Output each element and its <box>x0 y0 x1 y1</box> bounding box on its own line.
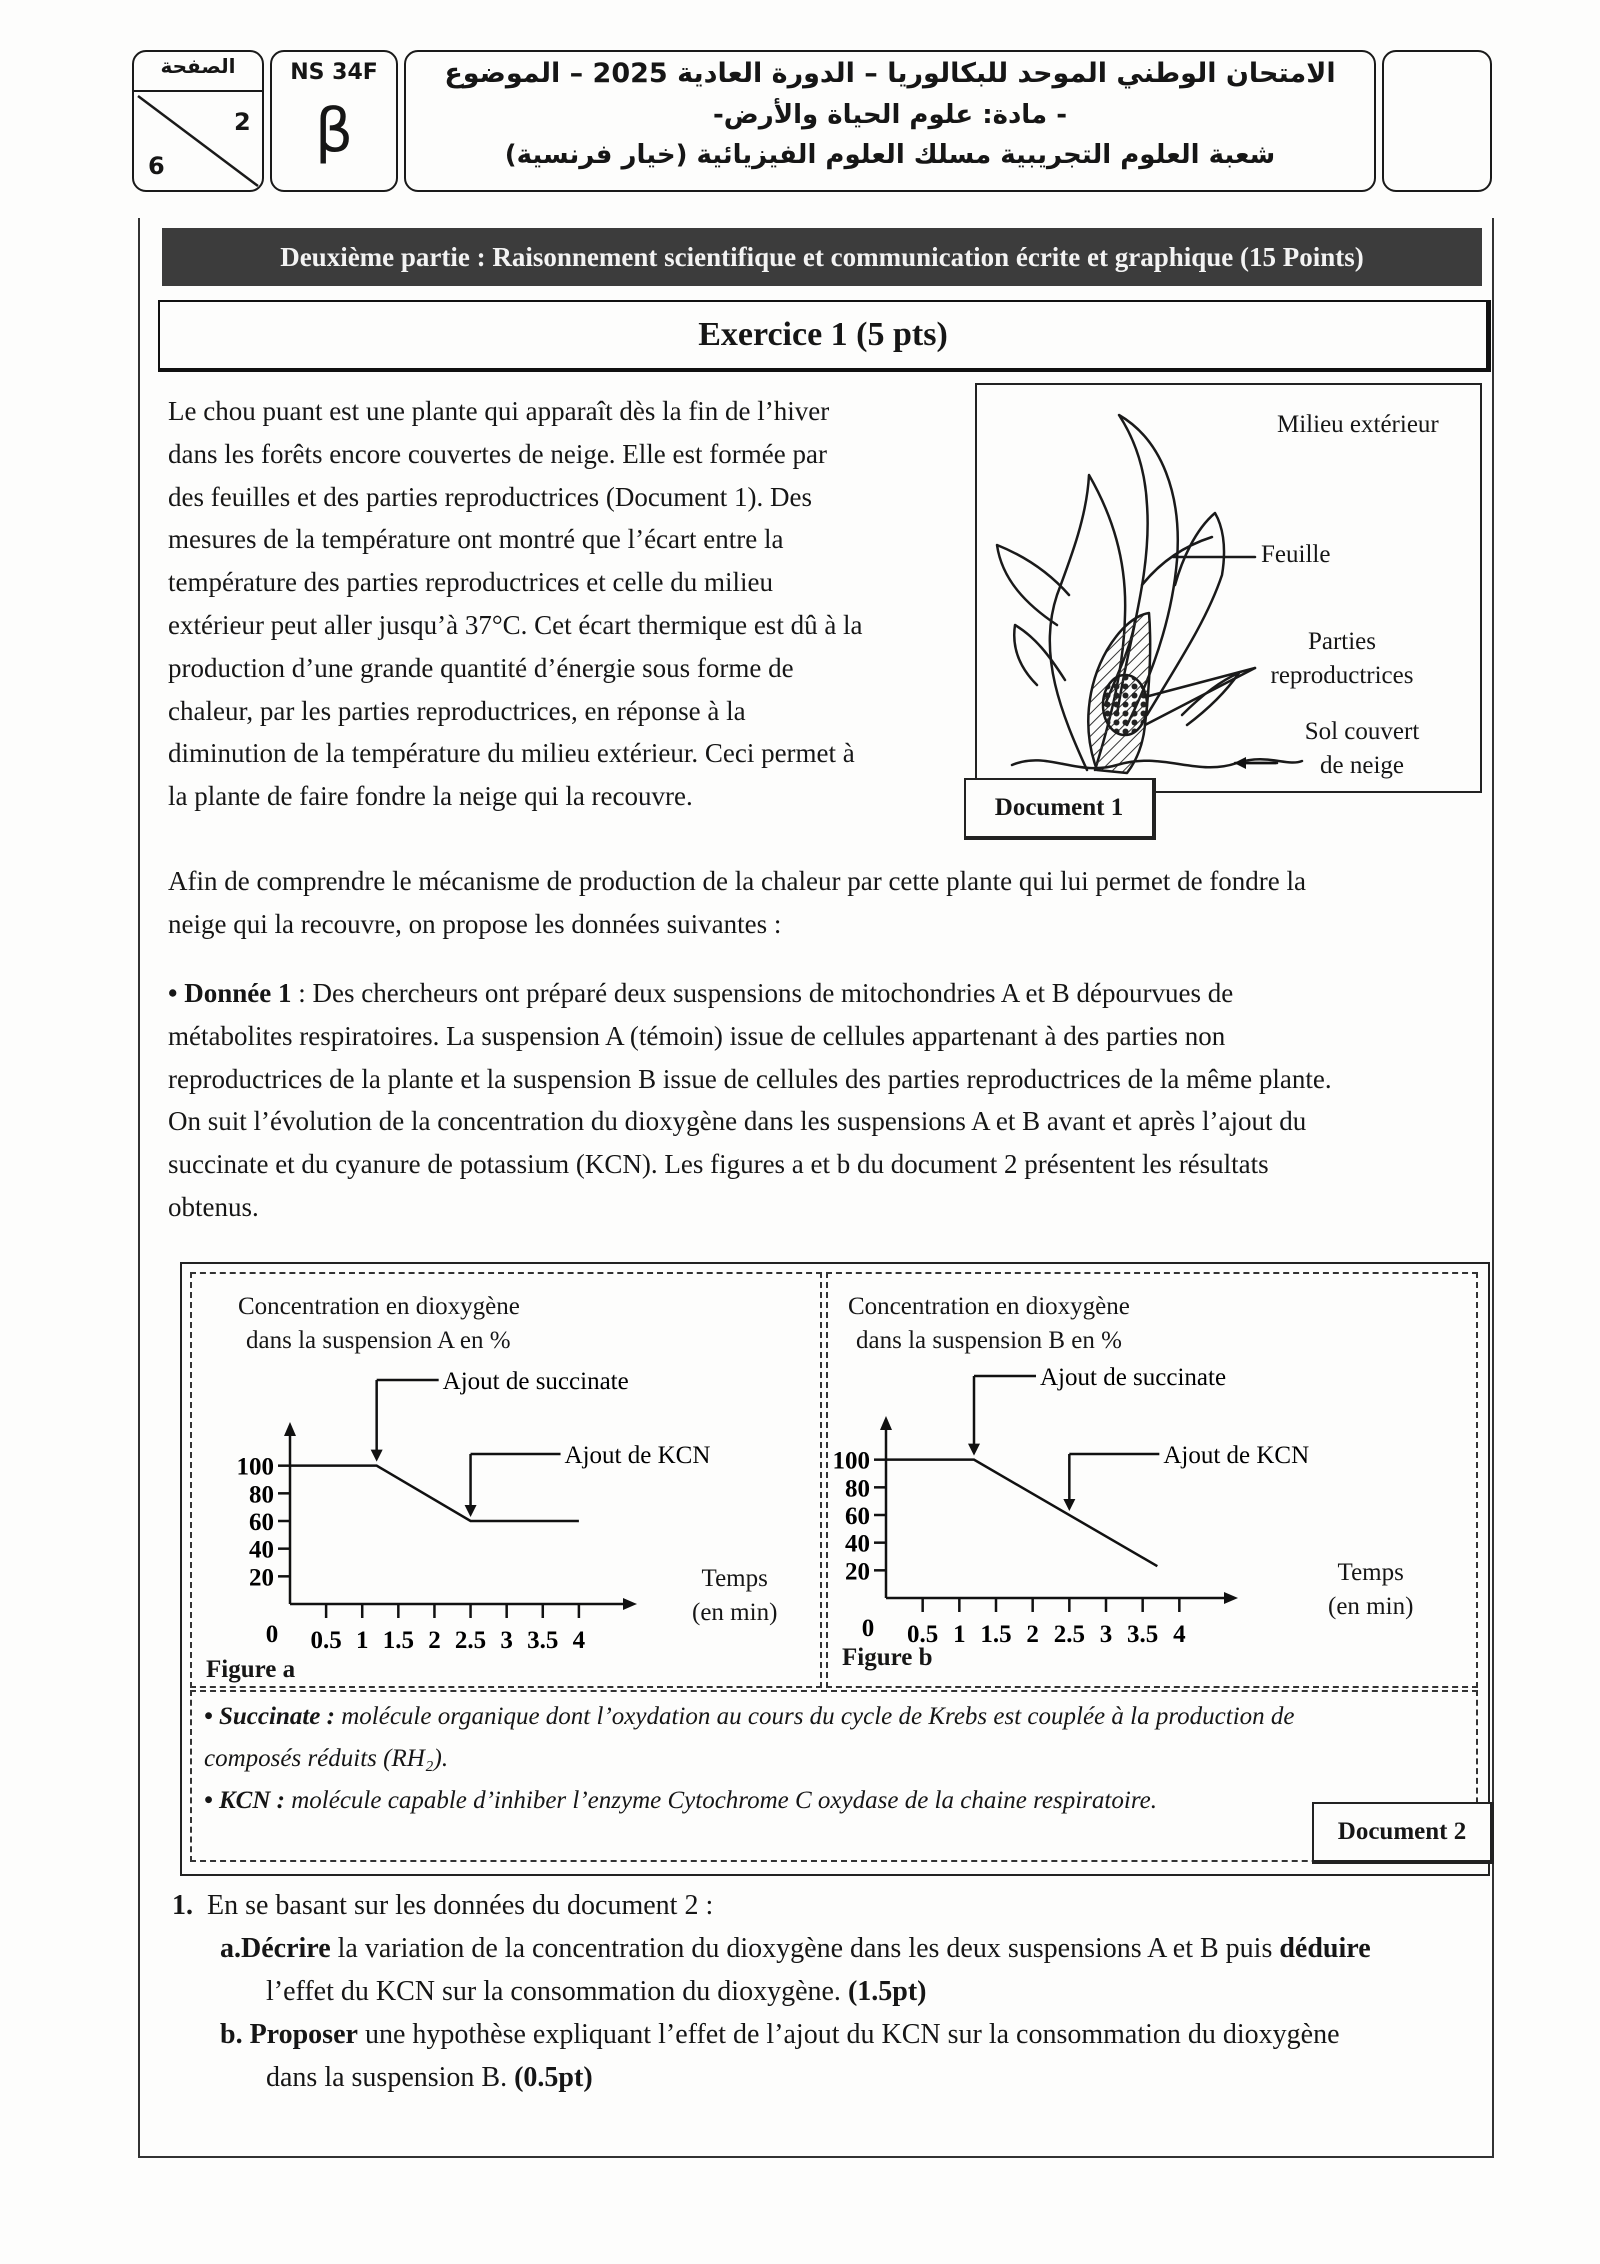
qb-line2 <box>172 2056 1472 2099</box>
intro-line: des feuilles et des parties reproductrices (Document 1). Des <box>168 481 813 512</box>
section-banner: Deuxième partie : Raisonnement scientifique et communication écrite et graphique (15 Points) <box>162 228 1482 286</box>
x-tick-label: 4 <box>572 1627 586 1654</box>
donnee-colon: : <box>291 978 306 1008</box>
q1-number: 1. <box>172 1890 193 1921</box>
exam-code-box <box>270 50 398 192</box>
definitions <box>204 1696 1454 1822</box>
x-tick-label: 3 <box>1099 1621 1113 1648</box>
page-label: الصفحة <box>134 54 262 92</box>
fig-b-xlabel <box>1328 1556 1413 1624</box>
donnee-line: obtenus. <box>168 1191 259 1222</box>
qa-line2 <box>172 1970 1472 2013</box>
label-sol-1: Sol couvert <box>1304 718 1420 745</box>
fig-b-xlabel-2: (en min) <box>1328 1593 1414 1620</box>
label-parties-2: reproductrices <box>1270 662 1414 689</box>
exam-title-line1: الامتحان الوطني الموحد للبكالوريا – الدورة العادية 2025 – الموضوع <box>444 58 1336 89</box>
annotation-arrow <box>371 1450 383 1462</box>
x-tick-label: 2 <box>428 1627 441 1654</box>
donnee-line: reproductrices de la plante et la suspension B issue de cellules des parties reproductrices de la même plante. <box>168 1063 1332 1094</box>
fig-b-ylabel-1: Concentration en dioxygène <box>848 1293 1130 1320</box>
qa-line1 <box>172 1927 1472 1970</box>
qa-text2: l’effet du KCN sur la consommation du dioxygène. <box>266 1976 848 2007</box>
intro-line: température des parties reproductrices et celle du milieu <box>168 567 773 598</box>
x-tick-label: 0.5 <box>907 1621 939 1648</box>
document-1 <box>975 383 1482 793</box>
def-kcn <box>204 1780 1454 1822</box>
annotation-label: Ajout de succinate <box>1040 1364 1227 1391</box>
qa-label: a. <box>220 1933 241 1964</box>
document-1-label: Document 1 <box>964 778 1156 840</box>
fig-a-ylabel-2: dans la suspension A en % <box>246 1327 511 1354</box>
exam-title-line2: - مادة: علوم الحياة والأرض- <box>713 100 1067 130</box>
y-tick-label: 60 <box>249 1509 274 1536</box>
origin-label: 0 <box>861 1615 875 1642</box>
intro-paragraph-2 <box>168 860 1464 946</box>
label-milieu: Milieu extérieur <box>1277 411 1439 438</box>
fig-a-ylabel-1: Concentration en dioxygène <box>238 1293 520 1320</box>
intro-line: mesures de la température ont montré que l’écart entre la <box>168 524 784 555</box>
def-kcn-term: • KCN : <box>204 1787 285 1814</box>
donnee-1-first-line <box>168 972 1464 1015</box>
page-number-box <box>132 50 264 192</box>
exam-title-line3: شعبة العلوم التجريبية مسلك العلوم الفيزيائية (خيار فرنسية) <box>504 140 1276 170</box>
x-tick-label: 1 <box>355 1627 369 1654</box>
qb-verb: Proposer <box>249 2019 358 2050</box>
def-kcn-text: molécule capable d’inhiber l’enzyme Cytochrome C oxydase de la chaine respiratoire. <box>284 1787 1157 1814</box>
x-axis-arrow <box>1224 1592 1238 1604</box>
qb-text1: une hypothèse expliquant l’effet de l’ajout du KCN sur la consommation du dioxygène <box>357 2019 1340 2050</box>
donnee-line: On suit l’évolution de la concentration du dioxygène dans les suspensions A et B avant et après l’ajout du <box>168 1106 1307 1137</box>
origin-label: 0 <box>265 1621 279 1648</box>
exam-variant: β <box>314 96 354 166</box>
y-tick-label: 100 <box>236 1453 274 1481</box>
x-tick-label: 3 <box>500 1627 513 1654</box>
annotation-label: Ajout de KCN <box>564 1442 711 1469</box>
x-tick-label: 3.5 <box>527 1627 559 1654</box>
intro-line: chaleur, par les parties reproductrices, en réponse à la <box>168 695 746 726</box>
fig-a-xlabel-2: (en min) <box>692 1599 778 1626</box>
intro-line: la plante de faire fondre la neige qui la recouvre. <box>168 781 693 812</box>
annotation-arrow <box>968 1444 980 1456</box>
x-tick-label: 0.5 <box>310 1627 342 1654</box>
question-1 <box>172 1884 1472 2099</box>
intro-line: Le chou puant est une plante qui apparaît dès la fin de l’hiver <box>168 396 830 426</box>
y-tick-label: 100 <box>832 1447 870 1475</box>
fig-a-ylabel <box>238 1290 520 1358</box>
x-tick-label: 1.5 <box>980 1621 1012 1648</box>
donnee-bullet: • <box>168 978 178 1008</box>
page-current: 2 <box>234 108 251 136</box>
empty-header-box <box>1382 50 1492 192</box>
series-line <box>290 1466 579 1521</box>
fig-b-label: Figure b <box>842 1644 933 1671</box>
x-tick-label: 1 <box>953 1621 966 1648</box>
label-parties <box>1257 625 1427 693</box>
qb-text2: dans la suspension B. <box>266 2062 515 2093</box>
x-tick-label: 3.5 <box>1127 1621 1159 1648</box>
para2-line: Afin de comprendre le mécanisme de production de la chaleur par cette plante qui lui permet de fondre la <box>168 866 1307 896</box>
y-tick-label: 60 <box>845 1503 870 1530</box>
intro-line: extérieur peut aller jusqu’à 37°C. Cet écart thermique est dû à la <box>168 609 863 640</box>
annotation-arrow <box>1063 1499 1075 1511</box>
qa-text1: la variation de la concentration du dioxygène dans les deux suspensions A et B puis <box>330 1933 1280 1964</box>
def-succinate-2: composés réduits (RH₂). <box>204 1745 449 1772</box>
document-2 <box>180 1262 1490 1876</box>
donnee-title: Donnée 1 <box>184 978 292 1008</box>
intro-line: production d’une grande quantité d’énergie sous forme de <box>168 652 794 683</box>
intro-line: diminution de la température du milieu extérieur. Ceci permet à <box>168 738 855 769</box>
q1-text: En se basant sur les données du document 2 : <box>207 1890 714 1921</box>
fig-b-ylabel-2: dans la suspension B en % <box>856 1327 1122 1354</box>
y-axis-arrow <box>284 1422 296 1436</box>
x-tick-label: 2.5 <box>1053 1621 1085 1648</box>
para2-line: neige qui la recouvre, on propose les données suivantes : <box>168 908 782 939</box>
x-tick-label: 2 <box>1026 1621 1039 1648</box>
exam-title-box <box>404 50 1376 192</box>
annotation-label: Ajout de succinate <box>442 1368 629 1395</box>
q1-line <box>172 1884 1472 1927</box>
sol-arrow-icon <box>1232 753 1278 773</box>
page-total: 6 <box>148 152 165 180</box>
fig-a-label: Figure a <box>206 1656 296 1683</box>
exam-code: NS 34F <box>290 60 378 85</box>
annotation-arrow <box>465 1505 477 1517</box>
def-succinate <box>204 1696 1454 1738</box>
fig-b-ylabel <box>848 1290 1130 1358</box>
chart-figure-a <box>182 1364 822 1694</box>
y-tick-label: 20 <box>845 1558 870 1586</box>
x-axis-arrow <box>623 1598 637 1610</box>
qb-label: b. <box>220 2019 243 2050</box>
intro-line: dans les forêts encore couvertes de neige. Elle est formée par <box>168 438 827 469</box>
donnee-first-text: Des chercheurs ont préparé deux suspensions de mitochondries A et B dépourvues de <box>305 978 1234 1008</box>
y-axis-arrow <box>880 1416 892 1430</box>
x-tick-label: 1.5 <box>382 1627 414 1654</box>
qa-points: (1.5pt) <box>847 1976 927 2007</box>
x-tick-label: 4 <box>1173 1621 1186 1648</box>
donnee-1 <box>168 972 1464 1229</box>
label-parties-1: Parties <box>1307 628 1377 655</box>
qb-line1 <box>172 2013 1472 2056</box>
label-sol-2: de neige <box>1320 752 1404 779</box>
fig-a-xlabel <box>692 1562 777 1630</box>
series-line <box>886 1460 1157 1567</box>
qb-points: (0.5pt) <box>514 2062 593 2093</box>
y-tick-label: 20 <box>249 1564 274 1592</box>
qa-verb2: déduire <box>1279 1933 1371 1964</box>
fig-a-xlabel-1: Temps <box>701 1565 768 1592</box>
document-2-label: Document 2 <box>1312 1802 1494 1864</box>
def-succinate-text: molécule organique dont l’oxydation au cours du cycle de Krebs est couplée à la production de <box>334 1703 1295 1730</box>
y-tick-label: 40 <box>249 1536 274 1564</box>
donnee-line: métabolites respiratoires. La suspension A (témoin) issue de cellules appartenant à des parties non <box>168 1020 1226 1051</box>
donnee-line: succinate et du cyanure de potassium (KCN). Les figures a et b du document 2 présentent les résultats <box>168 1149 1269 1180</box>
qa-verb: Décrire <box>241 1933 331 1964</box>
label-feuille: Feuille <box>1261 541 1331 568</box>
def-succinate-term: • Succinate : <box>204 1703 335 1730</box>
label-sol <box>1277 715 1447 783</box>
fig-b-xlabel-1: Temps <box>1337 1559 1404 1586</box>
y-tick-label: 80 <box>845 1475 870 1503</box>
exercise-title: Exercice 1 (5 pts) <box>158 300 1491 372</box>
annotation-label: Ajout de KCN <box>1163 1442 1310 1469</box>
y-tick-label: 80 <box>249 1481 274 1509</box>
y-tick-label: 40 <box>845 1530 870 1558</box>
x-tick-label: 2.5 <box>454 1627 487 1654</box>
intro-paragraph <box>168 390 954 818</box>
